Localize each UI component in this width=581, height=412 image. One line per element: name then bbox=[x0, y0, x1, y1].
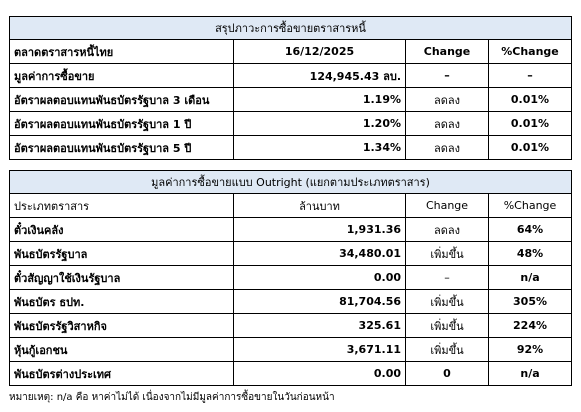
summary-row bbox=[10, 112, 572, 136]
change-header: Change bbox=[406, 194, 489, 218]
type-header: ประเภทตราสาร bbox=[10, 194, 234, 218]
row-label: พันธบัตรต่างประเทศ bbox=[10, 362, 234, 386]
row-value: 0.00 bbox=[234, 362, 406, 386]
row-value: 1.20% bbox=[234, 112, 406, 136]
value-header: ล้านบาท bbox=[234, 194, 406, 218]
outright-table bbox=[9, 170, 572, 386]
row-label: มูลค่าการซื้อขาย bbox=[10, 64, 234, 88]
row-value: 1.19% bbox=[234, 88, 406, 112]
outright-table-title: มูลค่าการซื้อขายแบบ Outright (แยกตามประเภทตราสาร) bbox=[10, 171, 572, 194]
outright-row bbox=[10, 242, 572, 266]
pct-change-header: %Change bbox=[489, 194, 572, 218]
row-pct: n/a bbox=[489, 266, 572, 290]
summary-table bbox=[9, 16, 572, 160]
row-pct: 48% bbox=[489, 242, 572, 266]
outright-row bbox=[10, 338, 572, 362]
row-value: 1,931.36 bbox=[234, 218, 406, 242]
row-change: เพิ่มขึ้น bbox=[406, 314, 489, 338]
change-header: Change bbox=[406, 40, 489, 64]
row-change: ลดลง bbox=[406, 88, 489, 112]
row-change: 0 bbox=[406, 362, 489, 386]
row-label: ตั๋วสัญญาใช้เงินรัฐบาล bbox=[10, 266, 234, 290]
row-pct: – bbox=[489, 64, 572, 88]
row-label: ตั๋วเงินคลัง bbox=[10, 218, 234, 242]
row-label: อัตราผลตอบแทนพันธบัตรรัฐบาล 1 ปี bbox=[10, 112, 234, 136]
row-pct: n/a bbox=[489, 362, 572, 386]
date-header: 16/12/2025 bbox=[234, 40, 406, 64]
row-label: อัตราผลตอบแทนพันธบัตรรัฐบาล 5 ปี bbox=[10, 136, 234, 160]
row-value: 81,704.56 bbox=[234, 290, 406, 314]
outright-row bbox=[10, 314, 572, 338]
row-value: 1.34% bbox=[234, 136, 406, 160]
row-value: 124,945.43 ลบ. bbox=[234, 64, 406, 88]
row-value: 0.00 bbox=[234, 266, 406, 290]
row-change: เพิ่มขึ้น bbox=[406, 242, 489, 266]
row-label: พันธบัตรรัฐวิสาหกิจ bbox=[10, 314, 234, 338]
row-value: 3,671.11 bbox=[234, 338, 406, 362]
row-value: 34,480.01 bbox=[234, 242, 406, 266]
summary-row bbox=[10, 136, 572, 160]
summary-header-row bbox=[10, 40, 572, 64]
row-change: เพิ่มขึ้น bbox=[406, 338, 489, 362]
row-change: ลดลง bbox=[406, 218, 489, 242]
row-label: พันธบัตร ธปท. bbox=[10, 290, 234, 314]
row-change: ลดลง bbox=[406, 136, 489, 160]
footnote: หมายเหตุ: n/a คือ หาค่าไม่ได้ เนื่องจากไม่มีมูลค่าการซื้อขายในวันก่อนหน้า bbox=[9, 392, 335, 403]
pct-change-header: %Change bbox=[489, 40, 572, 64]
row-change: ลดลง bbox=[406, 112, 489, 136]
row-change: – bbox=[406, 64, 489, 88]
outright-row bbox=[10, 218, 572, 242]
row-pct: 92% bbox=[489, 338, 572, 362]
row-change: เพิ่มขึ้น bbox=[406, 290, 489, 314]
row-change: – bbox=[406, 266, 489, 290]
outright-header-row bbox=[10, 194, 572, 218]
row-label: หุ้นกู้เอกชน bbox=[10, 338, 234, 362]
outright-row bbox=[10, 362, 572, 386]
summary-table-title: สรุปภาวะการซื้อขายตราสารหนี้ bbox=[10, 17, 572, 40]
row-pct: 0.01% bbox=[489, 112, 572, 136]
outright-row bbox=[10, 266, 572, 290]
outright-row bbox=[10, 290, 572, 314]
row-pct: 224% bbox=[489, 314, 572, 338]
row-label: พันธบัตรรัฐบาล bbox=[10, 242, 234, 266]
row-label: อัตราผลตอบแทนพันธบัตรรัฐบาล 3 เดือน bbox=[10, 88, 234, 112]
row-pct: 64% bbox=[489, 218, 572, 242]
row-pct: 0.01% bbox=[489, 136, 572, 160]
summary-row bbox=[10, 64, 572, 88]
summary-row bbox=[10, 88, 572, 112]
row-pct: 305% bbox=[489, 290, 572, 314]
row-pct: 0.01% bbox=[489, 88, 572, 112]
row-value: 325.61 bbox=[234, 314, 406, 338]
market-header: ตลาดตราสารหนี้ไทย bbox=[10, 40, 234, 64]
